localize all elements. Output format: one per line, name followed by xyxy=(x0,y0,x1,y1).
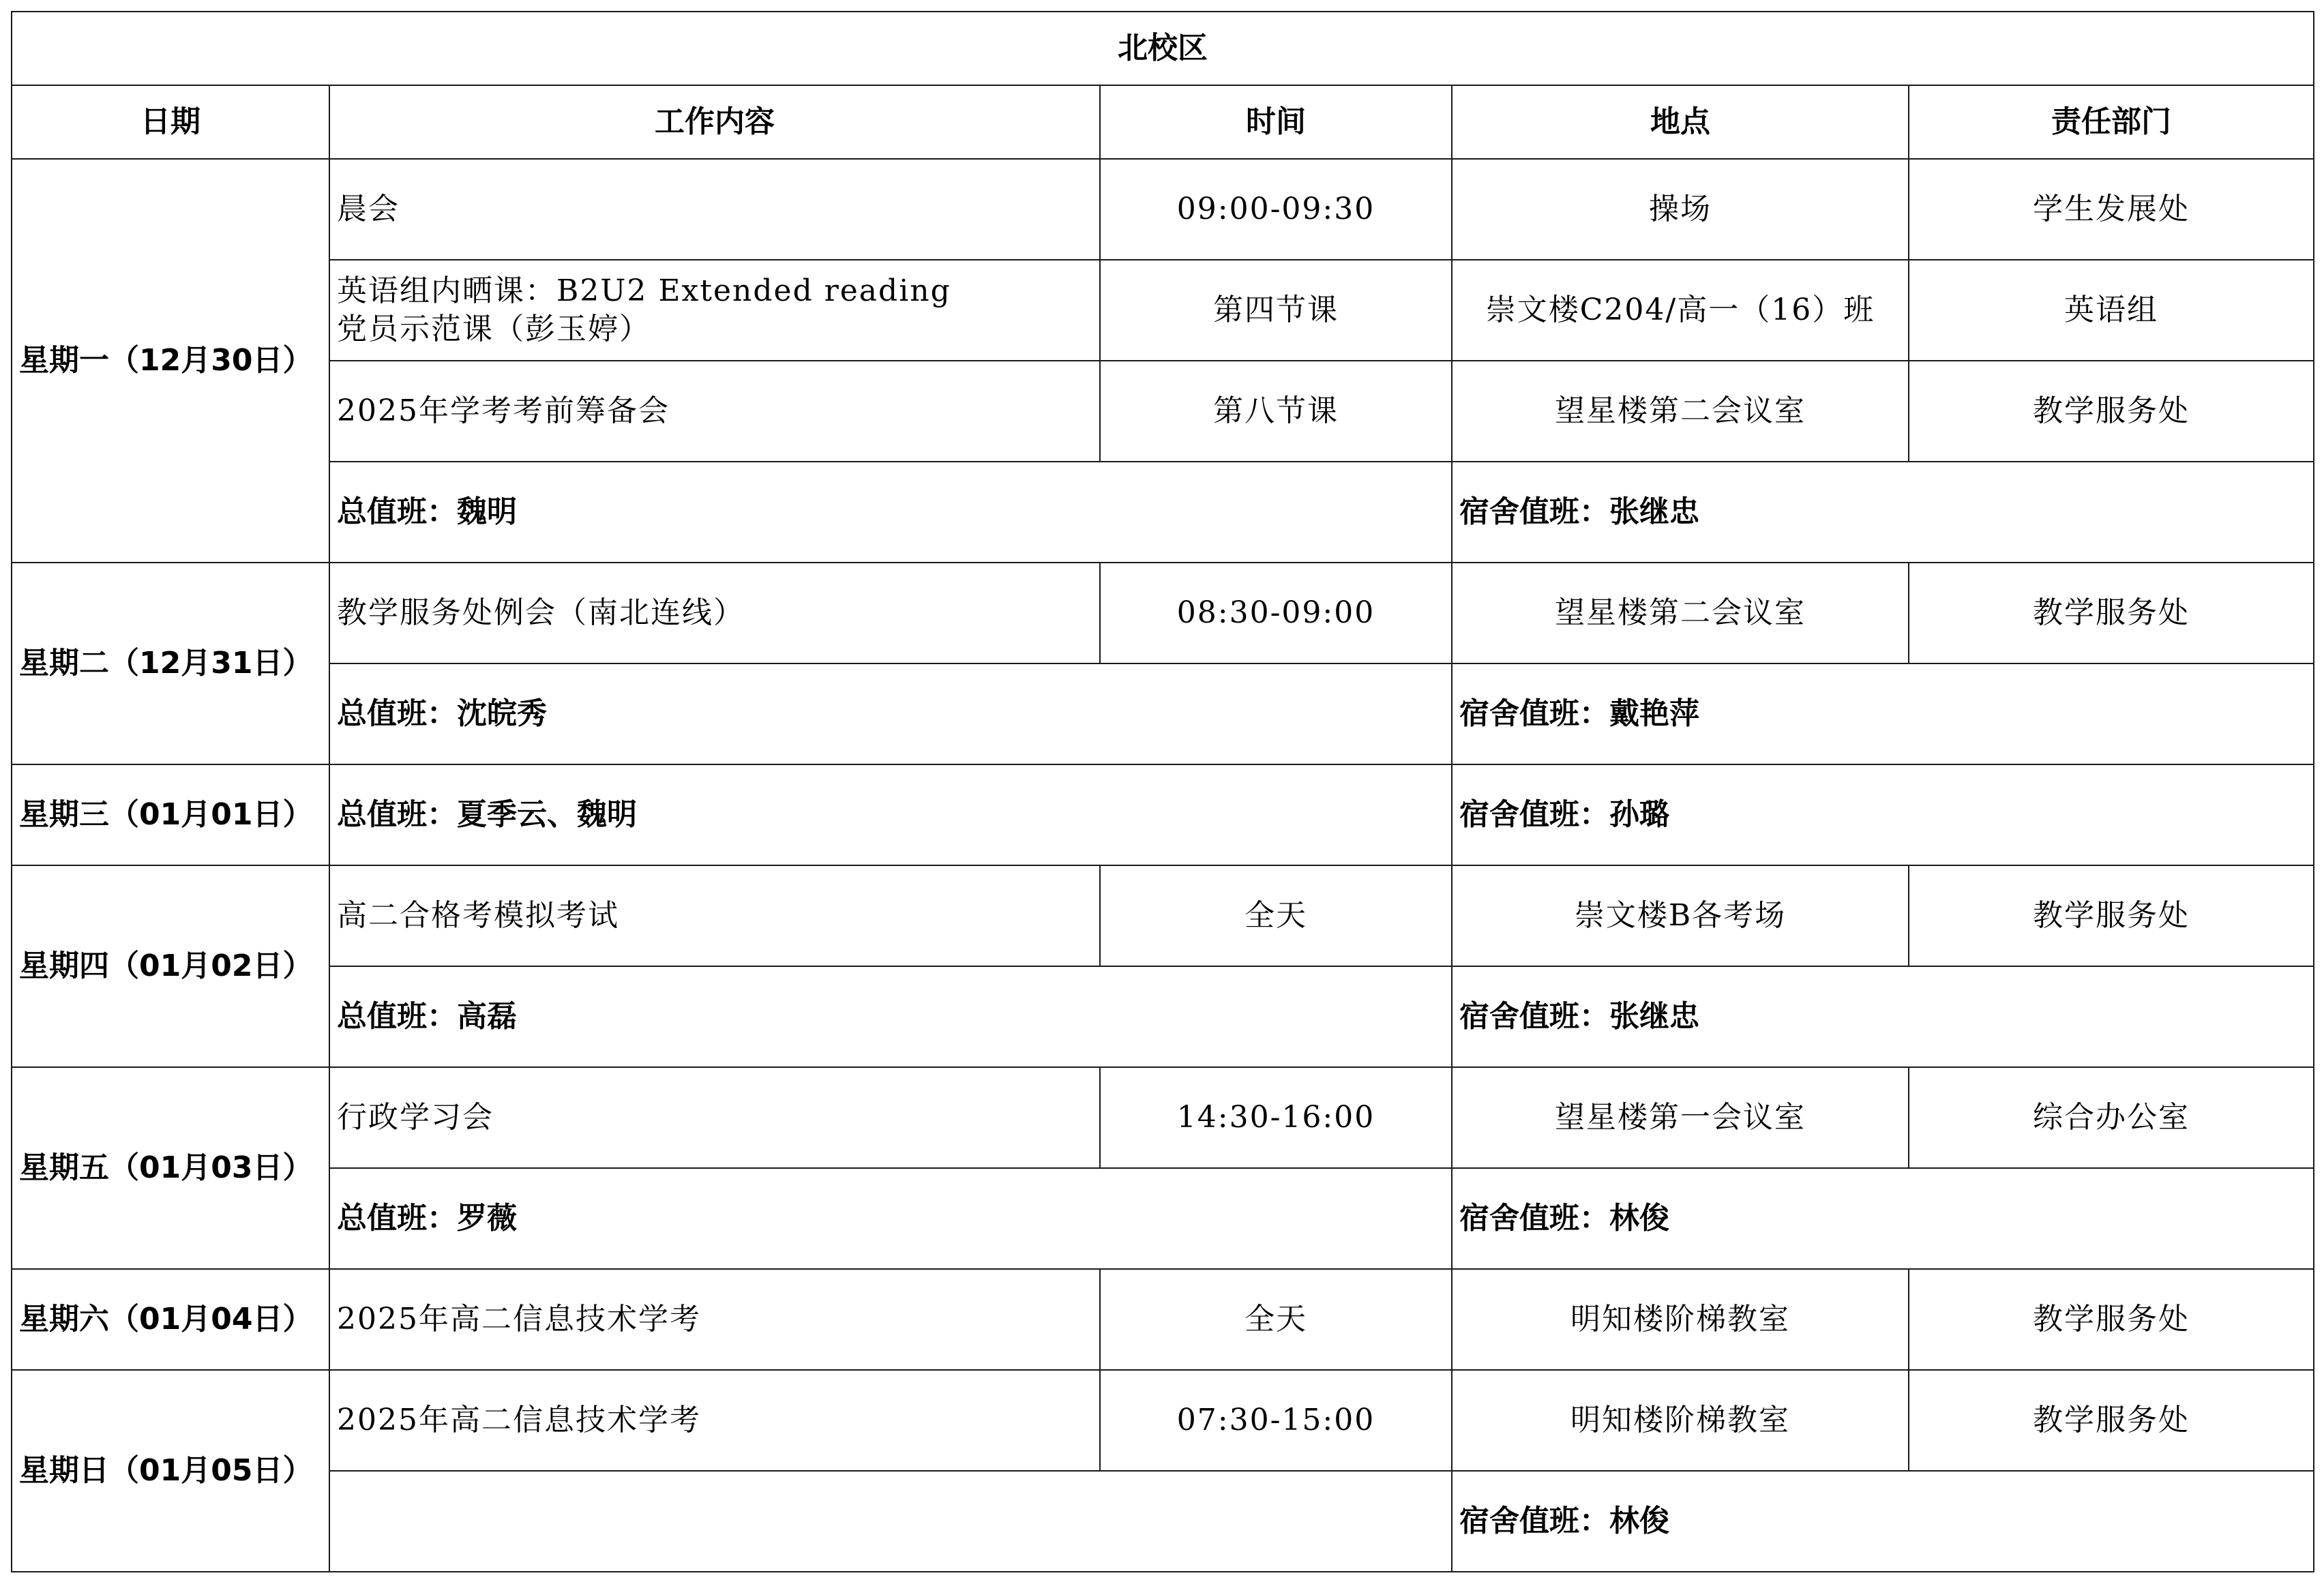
event-dept: 教学服务处 xyxy=(1909,361,2314,462)
event-row xyxy=(12,1370,2314,1471)
event-place: 望星楼第二会议室 xyxy=(1452,361,1909,462)
event-content-line: 教学服务处例会（南北连线） xyxy=(337,595,745,630)
day-date: 星期五（01月03日） xyxy=(12,1067,329,1269)
event-content xyxy=(329,1269,1100,1370)
event-content xyxy=(329,865,1100,966)
day-date: 星期三（01月01日） xyxy=(12,764,329,865)
duty-row xyxy=(12,966,2314,1067)
general-duty xyxy=(329,1471,1452,1572)
general-duty: 总值班：夏季云、魏明 xyxy=(329,764,1452,865)
dorm-duty: 宿舍值班：张继忠 xyxy=(1452,462,2314,563)
event-dept: 教学服务处 xyxy=(1909,563,2314,663)
event-dept: 教学服务处 xyxy=(1909,1370,2314,1471)
event-dept: 英语组 xyxy=(1909,260,2314,361)
header-date: 日期 xyxy=(12,85,329,159)
event-dept: 学生发展处 xyxy=(1909,159,2314,260)
duty-row xyxy=(12,462,2314,563)
event-content-line: 英语组内晒课：B2U2 Extended reading xyxy=(337,273,951,308)
event-content-line: 高二合格考模拟考试 xyxy=(337,898,619,933)
event-content-line: 党员示范课（彭玉婷） xyxy=(337,312,651,346)
event-time: 第八节课 xyxy=(1100,361,1452,462)
dorm-duty: 宿舍值班：林俊 xyxy=(1452,1168,2314,1269)
event-time: 全天 xyxy=(1100,865,1452,966)
header-place: 地点 xyxy=(1452,85,1909,159)
general-duty: 总值班：罗薇 xyxy=(329,1168,1452,1269)
header-content: 工作内容 xyxy=(329,85,1100,159)
event-row xyxy=(12,361,2314,462)
event-time: 07:30-15:00 xyxy=(1100,1370,1452,1471)
general-duty: 总值班：沈皖秀 xyxy=(329,663,1452,764)
event-content-line: 2025年高二信息技术学考 xyxy=(337,1302,701,1337)
event-row xyxy=(12,1269,2314,1370)
event-content-line: 2025年高二信息技术学考 xyxy=(337,1403,701,1437)
header-dept: 责任部门 xyxy=(1909,85,2314,159)
event-place: 明知楼阶梯教室 xyxy=(1452,1370,1909,1471)
campus-title: 北校区 xyxy=(12,12,2314,85)
event-row xyxy=(12,1067,2314,1168)
event-content xyxy=(329,1370,1100,1471)
dorm-duty: 宿舍值班：张继忠 xyxy=(1452,966,2314,1067)
dorm-duty: 宿舍值班：戴艳萍 xyxy=(1452,663,2314,764)
header-time: 时间 xyxy=(1100,85,1452,159)
event-place: 崇文楼C204/高一（16）班 xyxy=(1452,260,1909,361)
event-dept: 教学服务处 xyxy=(1909,1269,2314,1370)
duty-row xyxy=(12,1168,2314,1269)
event-content xyxy=(329,361,1100,462)
event-dept: 教学服务处 xyxy=(1909,865,2314,966)
header-row xyxy=(12,85,2314,159)
day-date: 星期四（01月02日） xyxy=(12,865,329,1067)
event-place: 明知楼阶梯教室 xyxy=(1452,1269,1909,1370)
event-time: 第四节课 xyxy=(1100,260,1452,361)
event-place: 望星楼第一会议室 xyxy=(1452,1067,1909,1168)
schedule-table xyxy=(11,11,2314,1572)
duty-row xyxy=(12,663,2314,764)
duty-row xyxy=(12,764,2314,865)
day-date: 星期一（12月30日） xyxy=(12,159,329,563)
event-content-line: 行政学习会 xyxy=(337,1100,494,1135)
event-row xyxy=(12,159,2314,260)
event-content-line: 2025年学考考前筹备会 xyxy=(337,393,670,428)
event-row xyxy=(12,865,2314,966)
dorm-duty: 宿舍值班：孙璐 xyxy=(1452,764,2314,865)
event-place: 操场 xyxy=(1452,159,1909,260)
event-row xyxy=(12,563,2314,663)
day-date: 星期六（01月04日） xyxy=(12,1269,329,1370)
general-duty: 总值班：高磊 xyxy=(329,966,1452,1067)
day-date: 星期二（12月31日） xyxy=(12,563,329,764)
event-place: 崇文楼B各考场 xyxy=(1452,865,1909,966)
day-date: 星期日（01月05日） xyxy=(12,1370,329,1572)
event-content xyxy=(329,1067,1100,1168)
event-content xyxy=(329,159,1100,260)
schedule-body xyxy=(12,12,2314,1572)
event-content xyxy=(329,260,1100,361)
title-row xyxy=(12,12,2314,85)
event-time: 09:00-09:30 xyxy=(1100,159,1452,260)
general-duty: 总值班：魏明 xyxy=(329,462,1452,563)
event-time: 08:30-09:00 xyxy=(1100,563,1452,663)
duty-row xyxy=(12,1471,2314,1572)
event-row xyxy=(12,260,2314,361)
event-content-line: 晨会 xyxy=(337,192,400,226)
event-dept: 综合办公室 xyxy=(1909,1067,2314,1168)
dorm-duty: 宿舍值班：林俊 xyxy=(1452,1471,2314,1572)
event-place: 望星楼第二会议室 xyxy=(1452,563,1909,663)
event-content xyxy=(329,563,1100,663)
event-time: 全天 xyxy=(1100,1269,1452,1370)
event-time: 14:30-16:00 xyxy=(1100,1067,1452,1168)
